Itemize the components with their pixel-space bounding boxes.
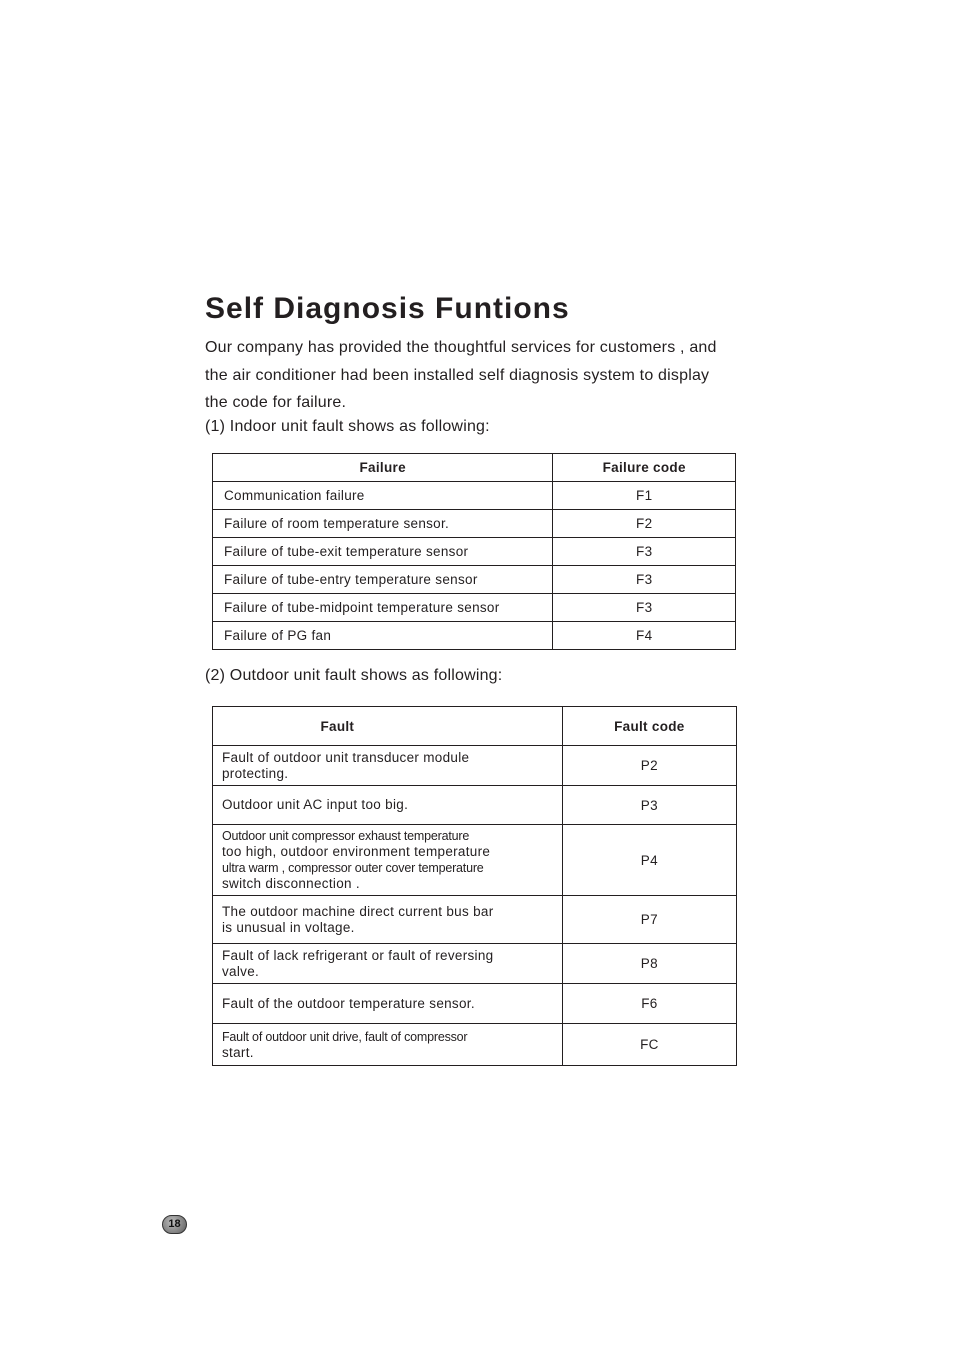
indoor-section-heading: (1) Indoor unit fault shows as following: [205, 418, 490, 435]
intro-line: the code for failure. [205, 394, 347, 411]
fault-line: Outdoor unit AC input too big. [222, 797, 409, 812]
column-header-fault: Fault [213, 707, 563, 746]
fault-cell [213, 825, 563, 896]
fault-line: too high, outdoor environment temperature [222, 844, 491, 859]
table-row [213, 984, 737, 1024]
code-cell: FC [562, 1024, 736, 1066]
fault-line: Fault of outdoor unit transducer module [222, 749, 470, 765]
failure-cell: Failure of tube-exit temperature sensor [213, 538, 553, 566]
table-row [213, 825, 737, 896]
table-row [213, 1024, 737, 1066]
table-row [213, 538, 736, 566]
code-cell: F3 [553, 594, 736, 622]
column-header-fault-code: Fault code [562, 707, 736, 746]
fault-line: Outdoor unit compressor exhaust temperature [222, 829, 470, 843]
code-cell: F6 [562, 984, 736, 1024]
fault-line: switch disconnection . [222, 876, 360, 891]
fault-cell [213, 896, 563, 944]
table-row [213, 482, 736, 510]
code-cell: F3 [553, 566, 736, 594]
table-row [213, 622, 736, 650]
fault-line: protecting. [222, 765, 289, 781]
table-row [213, 566, 736, 594]
intro-paragraph [205, 334, 775, 417]
page-title: Self Diagnosis Funtions [205, 292, 570, 325]
fault-line: Fault of the outdoor temperature sensor. [222, 995, 475, 1011]
table-row [213, 944, 737, 984]
table-header-row [213, 454, 736, 482]
code-cell: P4 [562, 825, 736, 896]
intro-line: Our company has provided the thoughtful services for customers , and [205, 339, 717, 356]
fault-cell [213, 746, 563, 786]
table-row [213, 510, 736, 538]
table-row [213, 746, 737, 786]
page-number-badge: 18 [162, 1215, 187, 1234]
table-row [213, 786, 737, 825]
failure-cell: Failure of tube-midpoint temperature sensor [213, 594, 553, 622]
table-row [213, 896, 737, 944]
fault-cell [213, 944, 563, 984]
fault-line: Fault of outdoor unit drive, fault of compressor [222, 1029, 468, 1044]
column-header-failure-code: Failure code [553, 454, 736, 482]
fault-line: The outdoor machine direct current bus bar [222, 903, 494, 919]
fault-line: Fault of lack refrigerant or fault of reversing [222, 947, 494, 963]
fault-line: start. [222, 1044, 254, 1060]
code-cell: P3 [562, 786, 736, 825]
code-cell: F1 [553, 482, 736, 510]
code-cell: P8 [562, 944, 736, 984]
fault-line: valve. [222, 963, 260, 979]
code-cell: P7 [562, 896, 736, 944]
code-cell: F2 [553, 510, 736, 538]
indoor-fault-table [212, 453, 736, 650]
fault-cell [213, 786, 563, 825]
failure-cell: Failure of room temperature sensor. [213, 510, 553, 538]
code-cell: F4 [553, 622, 736, 650]
fault-line: is unusual in voltage. [222, 919, 355, 935]
failure-cell: Failure of tube-entry temperature sensor [213, 566, 553, 594]
failure-cell: Failure of PG fan [213, 622, 553, 650]
fault-line: ultra warm , compressor outer cover temperature [222, 861, 484, 875]
code-cell: F3 [553, 538, 736, 566]
fault-cell [213, 984, 563, 1024]
outdoor-section-heading: (2) Outdoor unit fault shows as following: [205, 667, 503, 684]
table-header-row [213, 707, 737, 746]
table-row [213, 594, 736, 622]
code-cell: P2 [562, 746, 736, 786]
intro-line: the air conditioner had been installed self diagnosis system to display [205, 366, 710, 384]
fault-cell [213, 1024, 563, 1066]
failure-cell: Communication failure [213, 482, 553, 510]
outdoor-fault-table [212, 706, 737, 1066]
column-header-failure: Failure [213, 454, 553, 482]
